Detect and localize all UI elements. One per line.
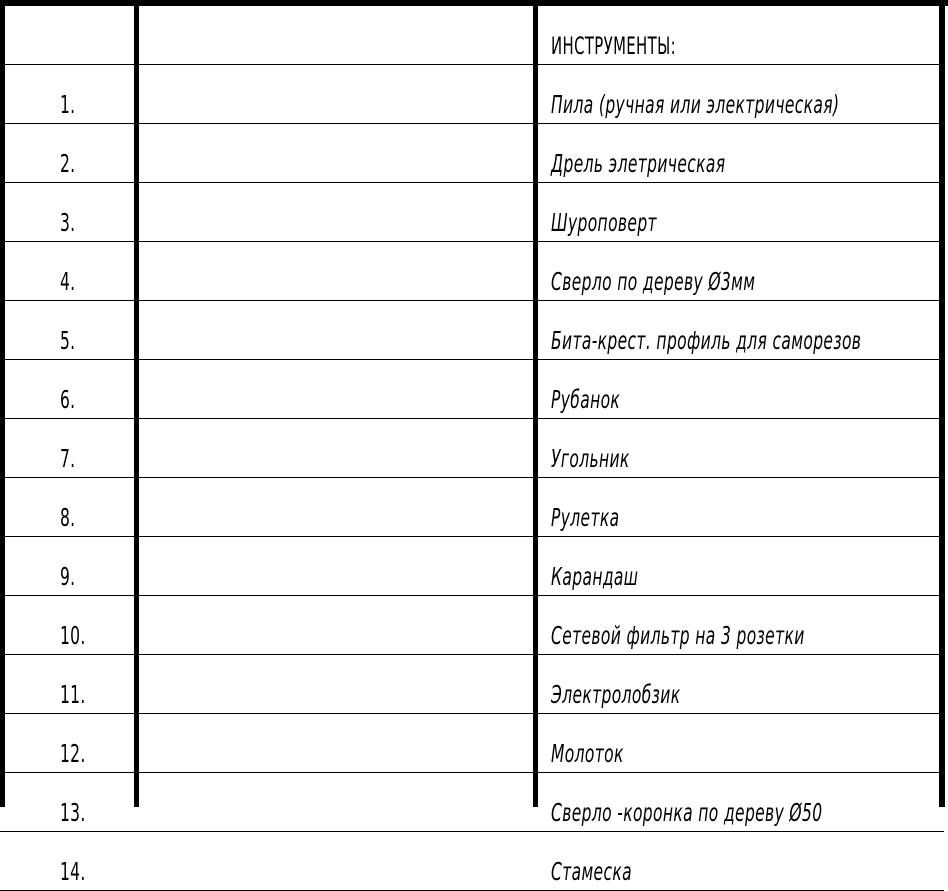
row-number: 14. (23, 832, 108, 891)
tool-name: Дрель элетрическая (551, 149, 726, 178)
tool-name: Рубанок (551, 385, 621, 414)
row-number: 2. (23, 124, 108, 183)
row-tool-name-cell (536, 478, 944, 537)
row-number: 10. (23, 596, 108, 655)
row-blank-cell (137, 478, 536, 537)
table-row (0, 832, 944, 891)
row-blank-cell (137, 360, 536, 419)
column-divider-1 (134, 0, 139, 807)
tool-name: Электролобзик (551, 680, 681, 709)
tool-name: Сверло -коронка по дереву Ø50 (551, 798, 823, 827)
tool-name: Рулетка (551, 503, 620, 532)
tool-name: Стамеска (551, 857, 632, 886)
row-tool-name-cell (536, 655, 944, 714)
table-row (0, 596, 944, 655)
row-blank-cell (137, 596, 536, 655)
row-number: 7. (23, 419, 108, 478)
table-row (0, 360, 944, 419)
row-tool-name-cell (536, 773, 944, 832)
tool-name: Угольник (551, 444, 630, 473)
tools-header-title: ИНСТРУМЕНТЫ: (551, 32, 676, 60)
row-tool-name-cell (536, 537, 944, 596)
tool-name: Молоток (551, 739, 624, 768)
row-blank-cell (137, 714, 536, 773)
row-number: 3. (23, 183, 108, 242)
tool-name: Сверло по дереву Ø3мм (551, 267, 756, 296)
tool-name: Шуроповерт (551, 208, 657, 237)
table-row (0, 478, 944, 537)
row-blank-cell (137, 242, 536, 301)
row-number: 1. (23, 65, 108, 124)
row-number: 11. (23, 655, 108, 714)
table-left-border (0, 0, 5, 807)
tool-name: Бита-крест. профиль для саморезов (551, 326, 862, 355)
tool-name: Пила (ручная или электрическая) (551, 90, 840, 119)
row-number: 8. (23, 478, 108, 537)
row-blank-cell (137, 537, 536, 596)
row-number: 6. (23, 360, 108, 419)
row-tool-name-cell (536, 242, 944, 301)
row-tool-name-cell (536, 124, 944, 183)
column-divider-2 (533, 0, 538, 807)
row-tool-name-cell (536, 301, 944, 360)
header-num-cell (23, 6, 108, 65)
row-tool-name-cell (536, 596, 944, 655)
row-blank-cell (137, 65, 536, 124)
row-blank-cell (137, 832, 536, 891)
row-tool-name-cell (536, 183, 944, 242)
table-right-border (939, 0, 945, 807)
row-blank-cell (137, 183, 536, 242)
header-blank-cell (137, 6, 536, 65)
row-blank-cell (137, 773, 536, 832)
table-row (0, 242, 944, 301)
row-tool-name-cell (536, 832, 944, 891)
tools-table (0, 6, 944, 891)
table-row (0, 124, 944, 183)
table-row (0, 65, 944, 124)
table-row (0, 714, 944, 773)
row-tool-name-cell (536, 360, 944, 419)
row-tool-name-cell (536, 65, 944, 124)
row-tool-name-cell (536, 714, 944, 773)
tool-name: Карандаш (551, 562, 639, 591)
row-blank-cell (137, 419, 536, 478)
row-blank-cell (137, 301, 536, 360)
table-row (0, 183, 944, 242)
row-blank-cell (137, 124, 536, 183)
row-number: 12. (23, 714, 108, 773)
row-number: 4. (23, 242, 108, 301)
row-number: 5. (23, 301, 108, 360)
table-row (0, 655, 944, 714)
table-row (0, 419, 944, 478)
row-number: 9. (23, 537, 108, 596)
table-row (0, 301, 944, 360)
row-blank-cell (137, 655, 536, 714)
table-row (0, 537, 944, 596)
table-header-row (0, 6, 944, 65)
row-tool-name-cell (536, 419, 944, 478)
tool-name: Сетевой фильтр на 3 розетки (551, 621, 805, 650)
table-row (0, 773, 944, 832)
row-number: 13. (23, 773, 108, 832)
header-title-cell (536, 6, 944, 65)
